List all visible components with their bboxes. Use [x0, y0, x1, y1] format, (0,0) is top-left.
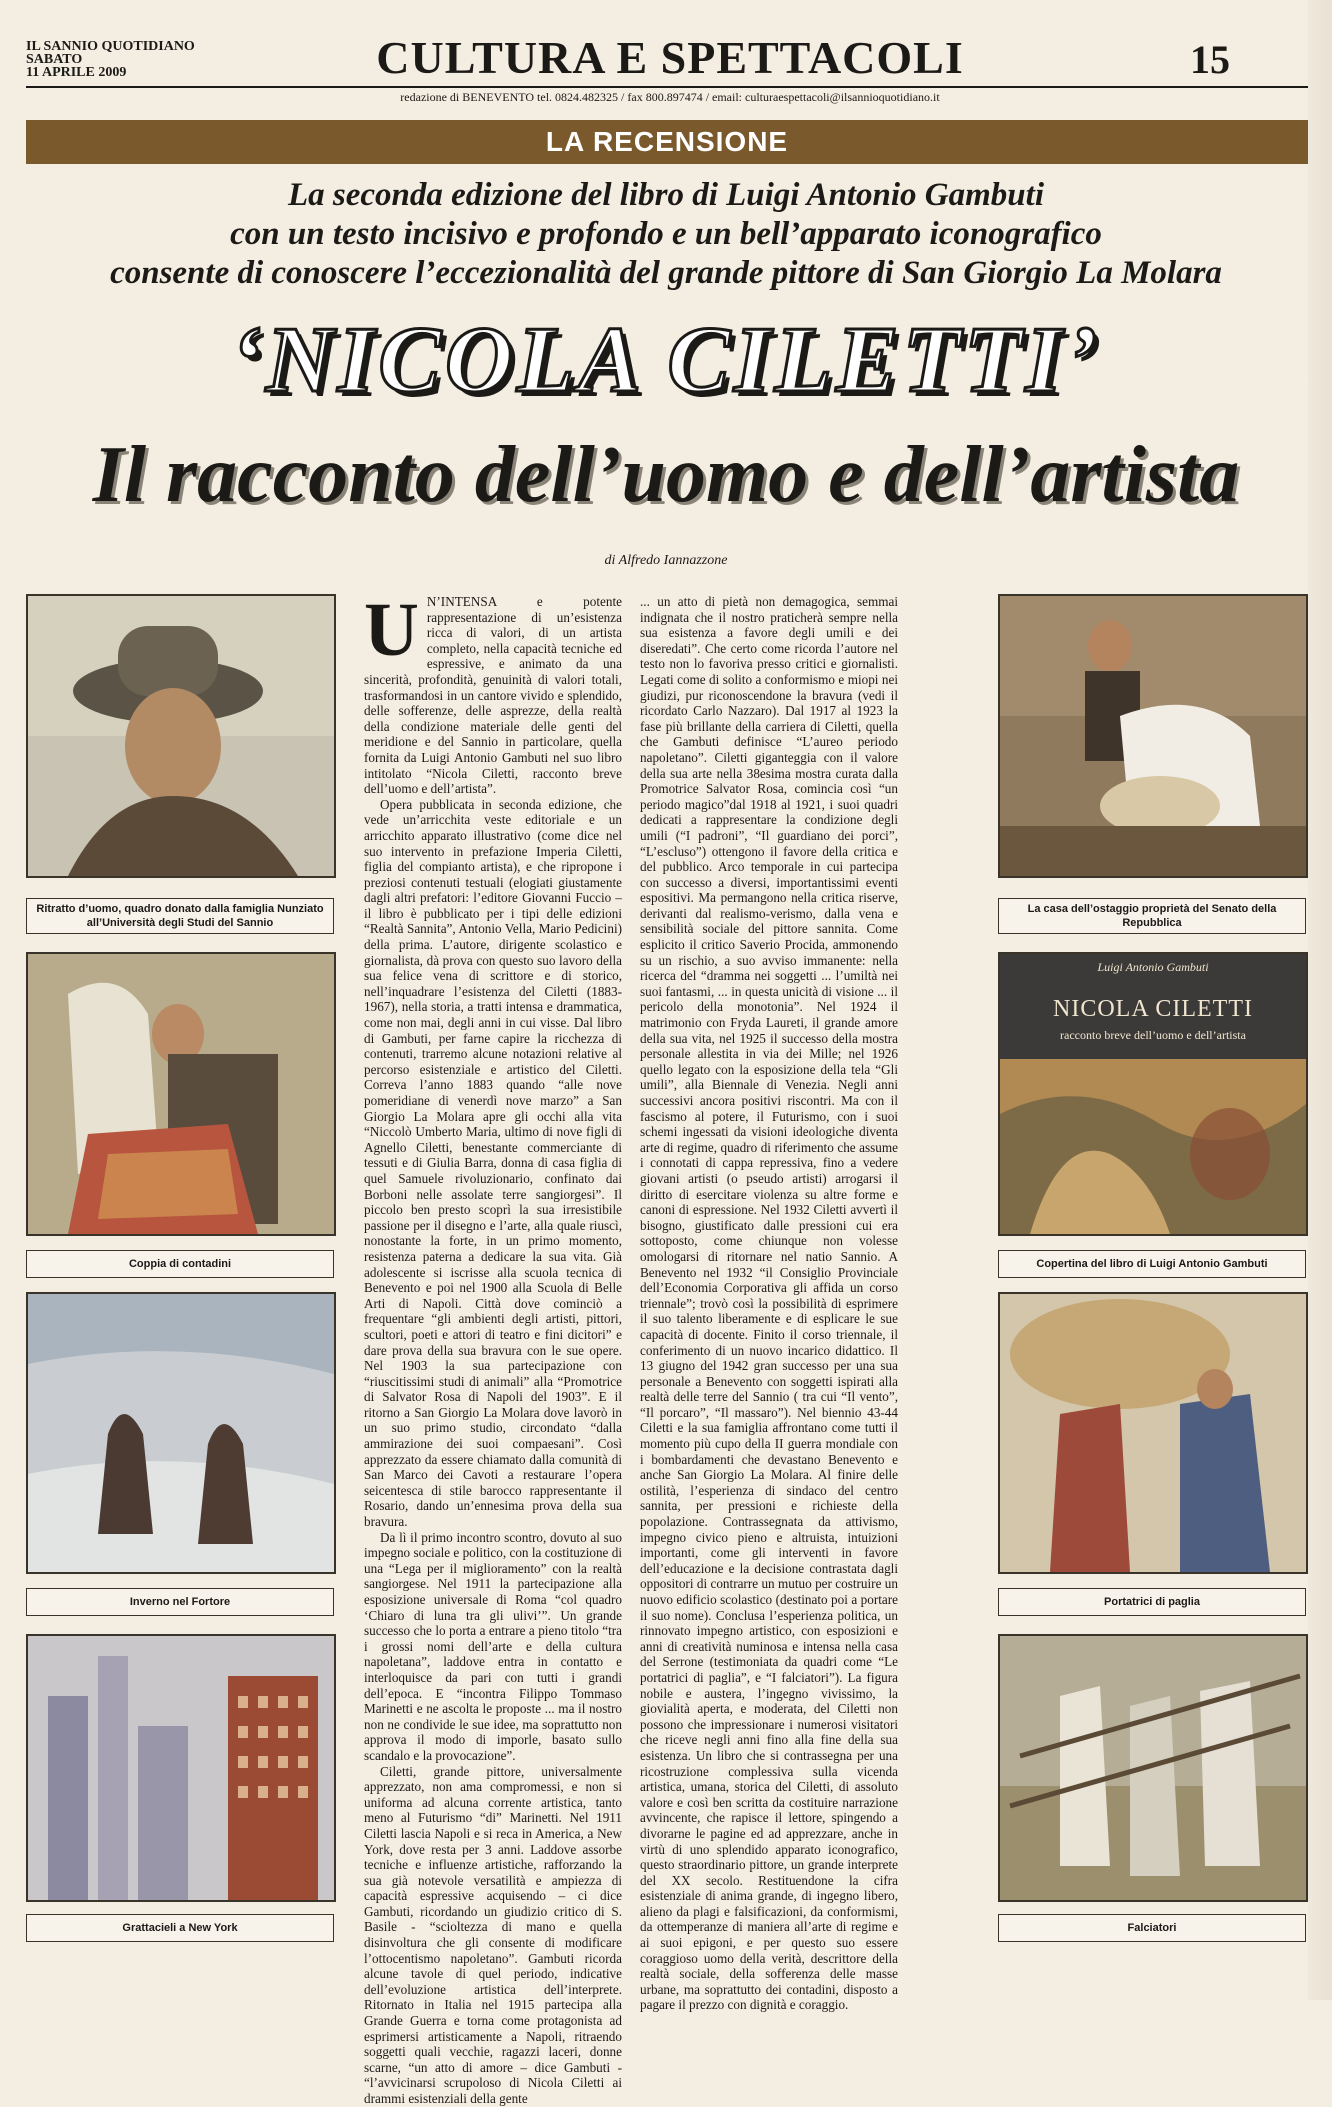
- painting-peasant-couple: [26, 952, 336, 1236]
- caption-mowers: Falciatori: [998, 1914, 1306, 1942]
- caption-portrait: Ritratto d’uomo, quadro donato dalla famiglia Nunziato all’Università degli Studi del Sannio: [26, 898, 334, 934]
- article-title: ‘NICOLA CILETTI’: [230, 308, 1102, 412]
- painting-portrait-man: [26, 594, 336, 878]
- paper-name: IL SANNIO QUOTIDIANO: [26, 39, 195, 54]
- kicker-band: [26, 120, 1308, 164]
- article-subtitle: Il racconto dell’uomo e dell’artista: [92, 431, 1240, 519]
- article-deck: [60, 176, 1272, 293]
- header-rule: [26, 86, 1308, 88]
- section-title: CULTURA E SPETTACOLI: [376, 32, 964, 83]
- adjacent-page-edge: [1308, 0, 1332, 2000]
- issue-day: SABATO: [26, 52, 83, 67]
- drop-cap: U: [364, 588, 419, 672]
- caption-straw-carriers: Portatrici di paglia: [998, 1588, 1306, 1616]
- masthead-info: [26, 40, 195, 79]
- contacts-line: redazione di BENEVENTO tel. 0824.482325 / fax 800.897474 / email: culturaespettacoli@ilsannioquotidiano.it: [400, 90, 940, 104]
- kicker-label: LA RECENSIONE: [545, 126, 789, 157]
- caption-winter: Inverno nel Fortore: [26, 1588, 334, 1616]
- cover-subtitle: racconto breve dell’uomo e dell’artista: [1060, 1028, 1246, 1042]
- caption-hostage-house: La casa dell’ostaggio proprietà del Senato della Repubblica: [998, 898, 1306, 934]
- cover-title: NICOLA CILETTI: [1053, 996, 1253, 1022]
- painting-mowers: [998, 1634, 1308, 1902]
- article-paragraph: Da lì il primo incontro scontro, dovuto al suo impegno sociale e politico, con la costituzione di una “Lega per il miglioramento” con la realtà sangiorgese. Nel 1911 la partecipazione alla esposizione universale di Roma “col quadro ‘Chiaro di luna tra gli ulivi’”. Un grande successo che lo porta a entrare a pieno titolo “tra i grossi nomi dell’arte e della cultura napoletana”, laddove entra in contatto e interloquisce da pari con tutti i grandi dell’epoca. E “incontra Filippo Tommaso Marinetti e ne ascolta le proposte ... ma il nostro non ne condivide le sue idee, ma soprattutto non approva il modo di imporle, basato sullo scandalo e la provocazione”.: [364, 1529, 622, 1763]
- article-paragraph: Opera pubblicata in seconda edizione, che vede un’arricchita veste editoriale e un arricchito apparato illustrativo (come dice nel suo intervento in prefazione Imperia Ciletti, figlia del compianto artista), e che ripropone i preziosi contenuti testuali (elogiati giustamente dagli altri prefatori: l’editore Giovanni Fuccio – il libro è pubblicato per i tipi delle edizioni “Realtà Sannita”, Antonio Vella, Mario Pedicini) della prima. L’autore, dirigente scolastico e giornalista, dà prova con questo suo lavoro della sua felice vena di scrittore e di storico, nell’inquadrare l’esistenza del Ciletti (1883-1967), nella storia, a tratti intensa e drammatica, come non mai, degli anni in cui visse. Dal libro di Gambuti, per farne capire la ricchezza di contenuti, trarremo alcune notazioni relative al percorso esistenziale e artistico del Ciletti. Correva l’anno 1883 quando “alle nove pomeridiane di venerdì nove marzo” a San Giorgio La Molara apre gli occhi alla vita “Niccolò Umberto Maria, ultimo di nove figli di Agnello Ciletti, benestante commerciante di tessuti e di Giulia Barra, donna di casa figlia di quel Samuele rivoluzionario, confinato dai Borboni nelle assolate terre sangiorgesi”. Il piccolo ben presto scoprì la sua irresistibile passione per il disegno e l’arte, alla quale riuscì, nonostante la forte, in un primo momento, resistenza paterna a dedicare la sua vita. Già adolescente si iscrisse alla scuola tecnica di Benevento e poi nel 1900 alla Scuola di Belle Arti di Napoli. Città dove cominciò a frequentare “gli ambienti degli artisti, pittori, scultori, poeti e attori di teatro e fini dicitori” e dare prova della sua bravura con le sue opere. Nel 1903 la sua partecipazione con “riuscitissimi studi di animali” alla “Promotrice di Salvator Rosa di Napoli del 1903”. E il ritorno a San Giorgio La Molara dove lavorò in un suo primo studio, circondato “dalla ammirazione dei suoi compaesani”. Così apprezzato da essere chiamato dalla comunità di San Marco dei Cavoti a restaurare l’opera seicentesca di stile barocco rappresentante il Rosario, dando un’ennesima prova della sua bravura.: [364, 796, 622, 1530]
- painting-new-york-skyscrapers: [26, 1634, 336, 1902]
- article-column-2: [640, 594, 898, 2013]
- deck-line: con un testo incisivo e profondo e un bell’apparato iconografico: [230, 216, 1102, 252]
- page-number: 15: [1190, 37, 1230, 82]
- painting-straw-carriers: [998, 1292, 1308, 1574]
- byline: di Alfredo Iannazzone: [604, 553, 728, 568]
- article-column-1: [364, 588, 622, 2106]
- painting-hostage-house: [998, 594, 1308, 878]
- article-paragraph: Ciletti, grande pittore, universalmente apprezzato, non ama compromessi, e non si uniforma ad alcuna corrente artistica, tanto meno al Futurismo “di” Marinetti. Nel 1911 Ciletti lascia Napoli e si reca in America, a New York, dove resta per 3 anni. Laddove assorbe tecniche e influenze artistiche, rafforzando la sua già notevole versatilità e ampiezza di capacità espressive acquisendo – ci dice Gambuti, ricordando un giudizio critico di S. Basile - “scioltezza di mano e quella disinvoltura che gli consente di modificare l’ottocentismo napoletano”. Gambuti ricorda alcune tavole di quel periodo, indicative dell’evoluzione artistica dell’interprete. Ritornato in Italia nel 1915 partecipa alla Grande Guerra e torna come protagonista ad esprimersi artisticamente a Napoli, ritraendo soggetti quali vecchie, ragazzi laceri, donne scarne, “un atto di amore – dice Gambuti - “l’avvicinarsi scrupoloso di Nicola Ciletti ai drammi esistenziali della gente: [364, 1763, 622, 2106]
- deck-line: consente di conoscere l’eccezionalità del grande pittore di San Giorgio La Molara: [110, 255, 1222, 291]
- book-cover: [998, 952, 1308, 1236]
- caption-book-cover: Copertina del libro di Luigi Antonio Gambuti: [998, 1250, 1306, 1278]
- article-paragraph: N’INTENSA e potente rappresentazione di un’esistenza ricca di valori, di un artista completo, nella capacità tecniche ed espressive, e animato da una sincerità, profondità, genuinità di valori totali, trasformandosi in un cantore vivido e splendido, delle sofferenze, delle asprezze, della realtà della condizione materiale delle genti del meridione e del Sannio in particolare, quella fornita da Luigi Antonio Gambuti nel suo libro intitolato “Nicola Ciletti, racconto breve dell’uomo e dell’artista”.: [364, 594, 622, 797]
- caption-new-york: Grattacieli a New York: [26, 1914, 334, 1942]
- issue-date: 11 APRILE 2009: [26, 65, 127, 80]
- cover-author: Luigi Antonio Gambuti: [1097, 960, 1209, 974]
- painting-winter-fortore: [26, 1292, 336, 1574]
- deck-line: La seconda edizione del libro di Luigi Antonio Gambuti: [287, 177, 1044, 213]
- caption-couple: Coppia di contadini: [26, 1250, 334, 1278]
- article-paragraph: ... un atto di pietà non demagogica, semmai indignata che il nostro praticherà sempre nella sua esistenza a favore degli umili e dei diseredati”. Che certo come ricorda l’autore nel testo non lo favoriva presso critici e giornalisti. Legati come di solito a conformismo e miopi nei giudizi, pur riconoscendone la bravura (vedi il ricordato Carlo Nazzaro). Dal 1917 al 1923 la fase più brillante della carriera di Ciletti, quella che Gambuti definisce “L’aureo periodo napoletano”. Ciletti giganteggia con il valore della sua arte nella 38esima mostra curata dalla Promotrice Salvator Rosa, cominciа così “un periodo magico”dal 1918 al 1921, i suoi quadri dedicati a rappresentare la condizione degli umili (“I padroni”, “Il guardiano dei porci”, “L’escluso”) ottengono il favore della critica e del pubblico. Arco temporale in cui partecipa con successo a diversi, importantissimi eventi espositivi. Ma permangono nella critica riserve, derivanti dal realismo-verismo, dalla vena e sensibilità sociale del pittore sannita. Come esplicito il critico Saverio Procida, ammonendo su un rischio, a suo avviso immanente: nella ricerca del “dramma nei soggetti ... l’umiltà nei suoi fantasmi, ... in questa unicità di visione ... il pericolo della monotonia”. Nel 1924 il matrimonio con Fryda Laureti, il grande amore della sua vita, nel 1925 il successo della mostra personale allestita in via dei Mille; nel 1926 quello legato con la esposizione della tela “Gli umili”, alla Biennale di Venezia. Negli anni successivi ancora positivi riscontri. Ma con il fascismo al potere, il Futurismo, con i suoi schemi ingessati da visioni ideologiche diventa arte di regime, quadro di riferimento che assume i connotati di cappa repressiva, fino a vedere giovani artisti (o pseudo artisti) arrogarsi il diritto di esercitare violenza su altre forme e canoni di espressione. Nel 1932 Ciletti avvertì il bisogno, giustificato dalle pressioni cui era sottoposto, come chiunque non volesse omologarsi di ritornare nel natio Sannio. A Benevento nel 1932 “il Consiglio Provinciale dell’Economia Corporativa gli affida un corso triennale”; trovò così la possibilità di esprimere il suo talento liberamente e di esplicare le sue capacità di docente. Finito il corso triennale, il conferimento di un nuovo incarico didattico. Il 13 giugno del 1942 gran successo per una sua personale a Benevento con soggetti ispirati alla realtà delle terre del Sannio ( tra cui “Il vento”, “Il porcaro”, “Il massaro”). Nel biennio 43-44 Ciletti e la sua famiglia affrontano come tutti il momento più cupo della II guerra mondiale con i bombardamenti che devastano Benevento e anche San Giorgio La Molara. Al finire delle ostilità, l’esperienza di sindaco del centro sannita, per pressioni e richieste della popolazione. Contrassegnata da attivismo, impegno civico pieno e altruista, intuizioni importanti, come gli interventi in favore dell’educazione e la decisione contrastata dagli oppositori di contrarre un mutuo per costruire un nuovo edificio scolastico (destinato poi a portare il suo nome). Conclusa l’esperienza politica, un rinnovato impegno artistico, con esposizioni e anni di creatività numinosa e intensa nella casa del Serrone (testimoniata da quadri come “Le portatrici di paglia”, e “I falciatori”). La figura nobile e austera, l’ingegno vivissimo, la giovialità aperta, e moderata, del Ciletti non possono che impressionare i numerosi visitatori che riceve negli anni fino alla fine della sua esistenza. Un libro che si contrassegna per una ricostruzione complessiva sulla vicenda artistica, umana, storica del Ciletti, di assoluto valore e così ben scritta da costituire narrazione avvincente, che rapisce il lettore, spingendo a divorarne le pagine ed ad apprezzare, anche in virtù di uno splendido apparato iconografico, questo straordinario pittore, un grande interprete del XX secolo. Restituendone la cifra esistenziale di anima grande, di ingegno libero, alieno da plagi e falsificazioni, da conformismi, da ottemperanze di maniera all’arte di regime e ai suoi epigoni, e per questo suo essere coraggioso uomo della verità, descrittore della realtà sociale, della sofferenza delle masse urbane, ma soprattutto dei contadini, disposto a pagare il prezzo con dignità e coraggio.: [640, 594, 898, 2013]
